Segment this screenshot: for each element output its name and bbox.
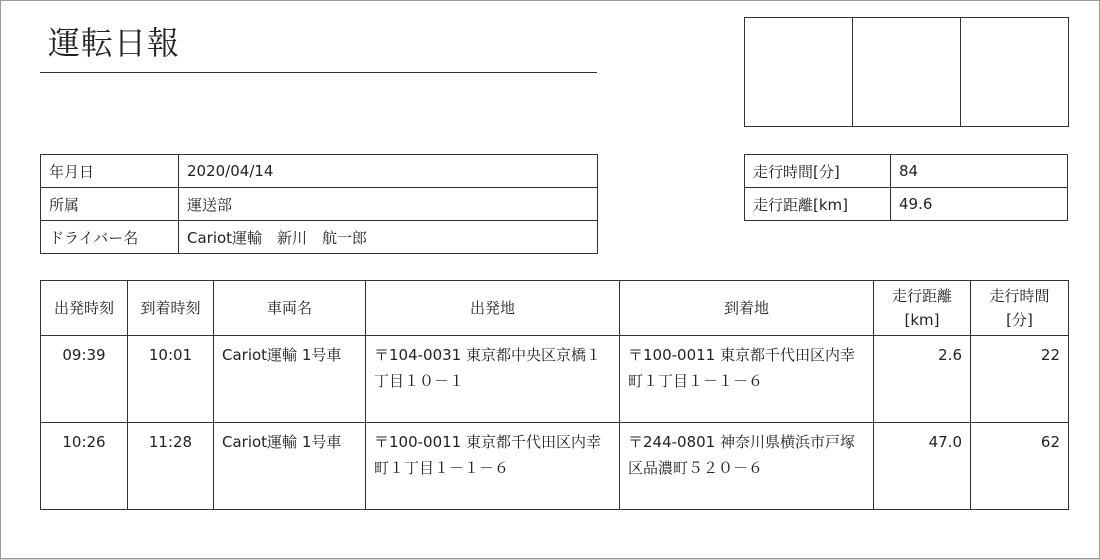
arrive-time-cell: 10:01 [128,336,214,423]
table-header-row [41,281,1069,336]
header-depart-place: 出発地 [366,281,620,336]
info-row-date [41,155,598,188]
header-arrive-place: 到着地 [620,281,874,336]
header-duration-line2: [分] [1006,311,1033,329]
approval-stamp-boxes [744,17,1069,127]
depart-time-cell: 10:26 [41,423,128,510]
stamp-cell-1 [745,18,853,126]
summary-label: 走行時間[分] [745,155,891,188]
duration-cell: 22 [971,336,1069,423]
vehicle-cell: Cariot運輸 1号車 [214,423,366,510]
info-value: Cariot運輸 新川 航一郎 [179,221,598,254]
header-vehicle: 車両名 [214,281,366,336]
info-row-driver [41,221,598,254]
info-label: 所属 [41,188,179,221]
vehicle-cell: Cariot運輸 1号車 [214,336,366,423]
info-table [40,154,598,254]
info-label: ドライバー名 [41,221,179,254]
summary-table [744,154,1068,221]
info-row-department [41,188,598,221]
summary-label: 走行距離[km] [745,188,891,221]
info-label: 年月日 [41,155,179,188]
stamp-cell-3 [961,18,1068,126]
depart-place-cell: 〒104-0031 東京都中央区京橋１丁目１０－１ [366,336,620,423]
arrive-place-cell: 〒244-0801 神奈川県横浜市戸塚区品濃町５２０－６ [620,423,874,510]
header-duration [971,281,1069,336]
header-arrive-time: 到着時刻 [128,281,214,336]
summary-row-duration [745,155,1068,188]
duration-cell: 62 [971,423,1069,510]
header-distance-line2: [km] [904,311,940,329]
summary-value: 84 [891,155,1068,188]
title-underline [40,72,597,73]
page-title: 運転日報 [48,24,181,62]
depart-time-cell: 09:39 [41,336,128,423]
distance-cell: 47.0 [874,423,971,510]
stamp-cell-2 [853,18,961,126]
arrive-place-cell: 〒100-0011 東京都千代田区内幸町１丁目１－１－６ [620,336,874,423]
header-duration-line1: 走行時間 [989,287,1050,305]
summary-value: 49.6 [891,188,1068,221]
info-value: 運送部 [179,188,598,221]
header-depart-time: 出発時刻 [41,281,128,336]
table-row [41,336,1069,423]
trip-log-table [40,280,1069,510]
distance-cell: 2.6 [874,336,971,423]
header-distance-line1: 走行距離 [891,287,952,305]
depart-place-cell: 〒100-0011 東京都千代田区内幸町１丁目１－１－６ [366,423,620,510]
header-distance [874,281,971,336]
info-value: 2020/04/14 [179,155,598,188]
table-row [41,423,1069,510]
arrive-time-cell: 11:28 [128,423,214,510]
summary-row-distance [745,188,1068,221]
